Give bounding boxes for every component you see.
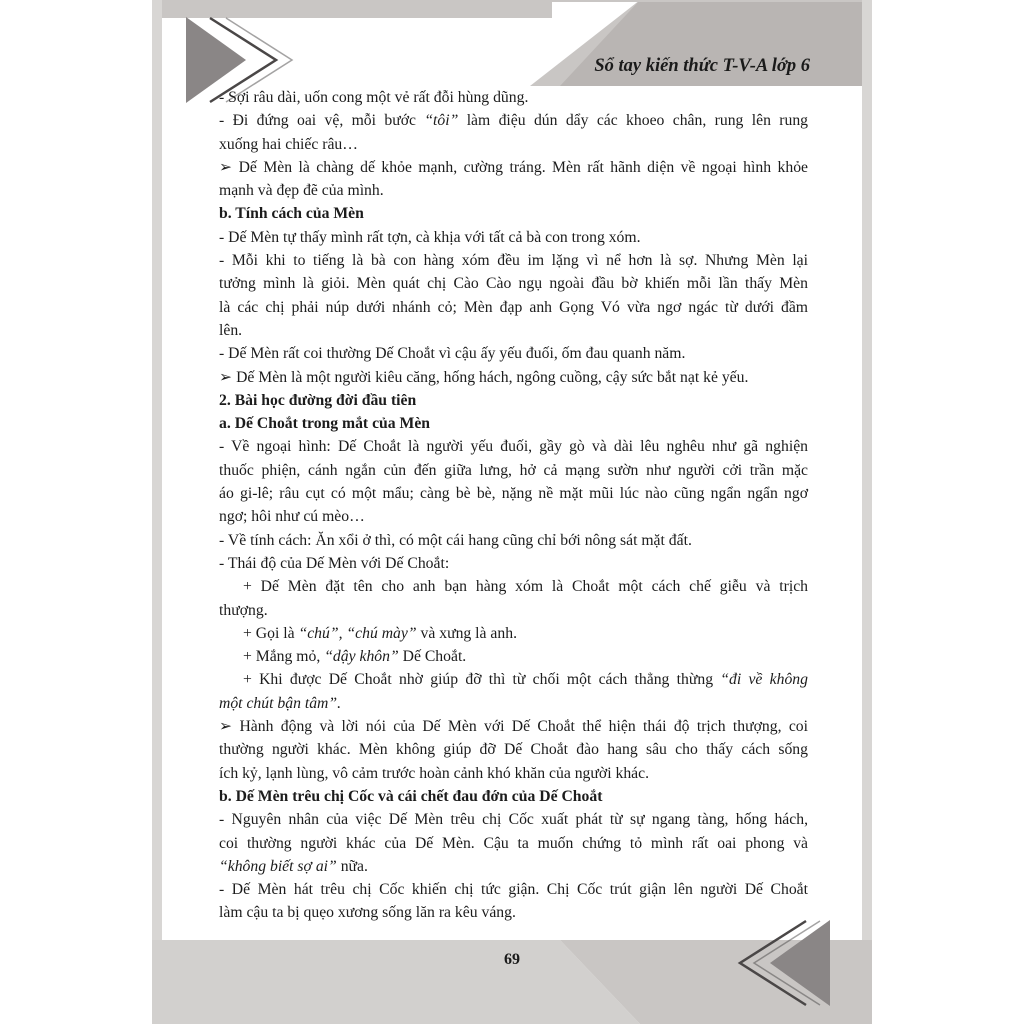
text-line: - Đi đứng oai vệ, mỗi bước “tôi” làm điệu dún dẩy các khoeo chân, rung lên rung [219,112,809,130]
text-line: + Khi được Dế Choắt nhờ giúp đỡ thì từ chối một cách thẳng thừng “đi về không [243,671,808,689]
text-line: một chút bận tâm”. [219,694,342,712]
section-heading: a. Dế Choắt trong mắt của Mèn [219,415,431,433]
conclusion-line: ➢ Dế Mèn là chàng dế khỏe mạnh, cường tráng. Mèn rất hãnh diện về ngoại hình khỏe [219,158,808,176]
conclusion-line: ➢ Hành động và lời nói của Dế Mèn với Dế Choắt thể hiện thái độ trịch thượng, coi [219,718,808,736]
text-line: + Gọi là “chú”, “chú mày” và xưng là anh. [243,624,517,642]
text-line: - Mỗi khi to tiếng là bà con hàng xóm đều im lặng vì nể hơn là sợ. Nhưng Mèn lại [219,252,808,270]
text-line: là các chị phải núp dưới nhánh cỏ; Mèn đạp anh Gọng Vó vừa ngơ ngác từ dưới đầm [219,298,808,316]
text-line: áo gi-lê; râu cụt có một mẩu; càng bè bè, nặng nề mặt mũi lúc nào cũng ngẩn ngẩn ngơ [219,485,808,503]
text-line: làm cậu ta bị quẹo xương sống lăn ra kêu váng. [219,904,516,922]
text-line: lên. [219,321,243,339]
text-line: - Về ngoại hình: Dế Choắt là người yếu đuối, gầy gò và dài lêu nghêu như gã nghiện [219,438,808,456]
text-line: - Thái độ của Dế Mèn với Dế Choắt: [219,554,450,572]
text-line: ngơ; hôi như cú mèo… [219,508,365,526]
conclusion-line: ➢ Dế Mèn là một người kiêu căng, hống hách, ngông cuồng, cậy sức bắt nạt kẻ yếu. [219,368,749,386]
header-band-strip [152,0,872,2]
text-line: - Dế Mèn tự thấy mình rất tợn, cà khịa với tất cả bà con trong xóm. [219,228,641,246]
text-line: xuống hai chiếc râu… [219,135,358,153]
text-line: + Mắng mỏ, “dậy khôn” Dế Choắt. [243,648,467,666]
section-heading: b. Dế Mèn trêu chị Cốc và cái chết đau đớn của Dế Choắt [219,787,603,805]
page-body-text [219,86,808,925]
text-line: - Về tính cách: Ăn xổi ở thì, có một cái hang cũng chỉ bới nông sát mặt đất. [219,531,692,549]
page-number: 69 [504,951,520,968]
text-line: - Sợi râu dài, uốn cong một vẻ rất đỗi hùng dũng. [219,89,529,106]
text-line: mạnh và đẹp đẽ của mình. [219,182,384,200]
right-frame-bar [862,0,872,1024]
section-heading: 2. Bài học đường đời đầu tiên [219,391,417,409]
header-band-left [152,0,552,18]
text-line: thượng. [219,601,268,619]
text-line: - Dế Mèn rất coi thường Dế Choắt vì cậu ấy yếu đuối, ốm đau quanh năm. [219,345,686,363]
text-line: - Nguyên nhân của việc Dế Mèn trêu chị Cốc xuất phát từ sự ngang tàng, hống hách, [219,811,808,829]
section-heading: b. Tính cách của Mèn [219,205,364,223]
text-line: “không biết sợ ai” nữa. [219,857,368,875]
book-title-header: Sổ tay kiến thức T-V-A lớp 6 [594,56,810,76]
text-line: tưởng mình là giỏi. Mèn quát chị Cào Cào ngụ ngoài đầu bờ khiến mỗi lần thấy Mèn [219,275,808,293]
left-frame-bar [152,0,162,1024]
text-line: thuốc phiện, cánh ngắn củn đến giữa lưng, hở cả mạng sườn như người cởi trần mặc [219,461,808,479]
text-line: - Dế Mèn hát trêu chị Cốc khiến chị tức giận. Chị Cốc trút giận lên người Dế Choắt [219,881,808,899]
text-line: ích kỷ, lạnh lùng, vô cảm trước hoàn cảnh khó khăn của người khác. [219,764,650,782]
text-line: coi thường người khác của Dế Mèn. Cậu ta muốn chứng tỏ mình rất oai phong và [219,834,808,852]
text-line: + Dế Mèn đặt tên cho anh bạn hàng xóm là Choắt một cách chế giễu và trịch [243,578,808,596]
text-line: thường người khác. Mèn không giúp đỡ Dế Choắt đào hang sâu cho thấy cách sống [219,741,808,759]
